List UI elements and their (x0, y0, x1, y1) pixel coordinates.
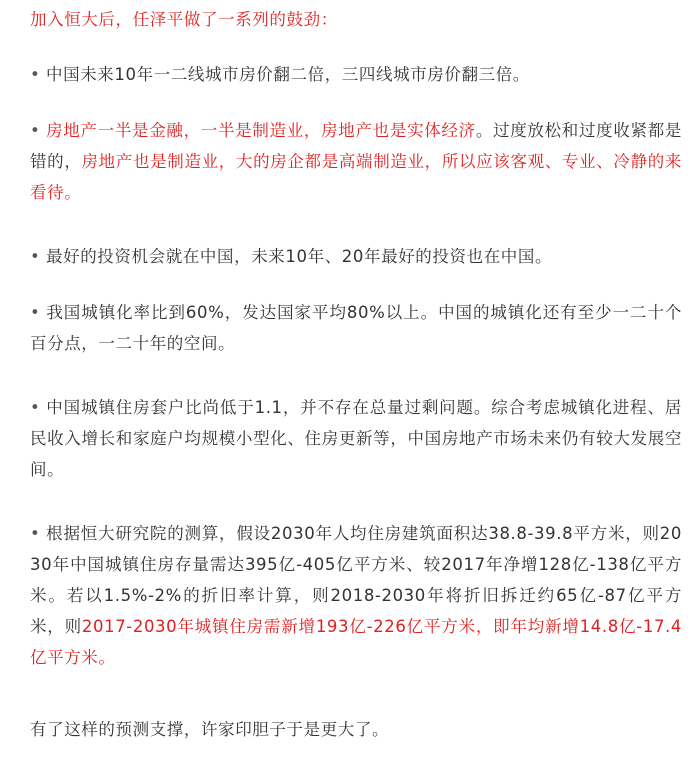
bullet-text: 中国未来10年一二线城市房价翻二倍，三四线城市房价翻三倍。 (46, 65, 530, 84)
bullet-point-6 (30, 518, 682, 673)
bullet-point-5 (30, 392, 682, 485)
bullet-icon: • (30, 303, 41, 322)
intro-paragraph: 加入恒大后，任泽平做了一系列的鼓劲： (30, 10, 338, 29)
bullet-icon: • (30, 65, 41, 84)
highlight-text: 房地产也是制造业，大的房企都是高端制造业，所以应该客观、专业、冷静的来看待。 (30, 152, 682, 202)
bullet-point-3 (30, 241, 682, 272)
highlight-text: 2017-2030年城镇住房需新增193亿-226亿平方米，即年均新增14.8亿-17.4亿平方米。 (30, 617, 682, 667)
bullet-text: 。过度放松和过度收紧都是错的， (30, 121, 683, 171)
bullet-text: 根据恒大研究院的测算，假设2030年人均住房建筑面积达38.8-39.8平方米，则2030年中国城镇住房存量需达395亿-405亿平方米、较2017年净增128亿-138亿平方米。若以1.5%-2%的折旧率计算，则2018-2030年将折旧拆迁约65亿-87亿平方米，则 (30, 524, 682, 636)
bullet-text: 中国城镇住房套户比尚低于1.1，并不存在总量过剩问题。综合考虑城镇化进程、居民收入增长和家庭户均规模小型化、住房更新等，中国房地产市场未来仍有较大发展空间。 (30, 398, 682, 479)
bullet-point-1 (30, 59, 682, 90)
bullet-point-4 (30, 297, 682, 359)
highlight-text: 房地产一半是金融，一半是制造业，房地产也是实体经济 (46, 121, 476, 140)
bullet-text: 最好的投资机会就在中国，未来10年、20年最好的投资也在中国。 (46, 247, 553, 266)
outro-paragraph: 有了这样的预测支撑，许家印胆子于是更大了。 (30, 720, 390, 739)
bullet-point-2 (30, 115, 682, 208)
bullet-icon: • (30, 524, 41, 543)
bullet-icon: • (30, 398, 41, 417)
bullet-text: 我国城镇化率比到60%，发达国家平均80%以上。中国的城镇化还有至少一二十个百分点，一二十年的空间。 (30, 303, 682, 353)
bullet-icon: • (30, 247, 41, 266)
bullet-icon: • (30, 121, 41, 140)
